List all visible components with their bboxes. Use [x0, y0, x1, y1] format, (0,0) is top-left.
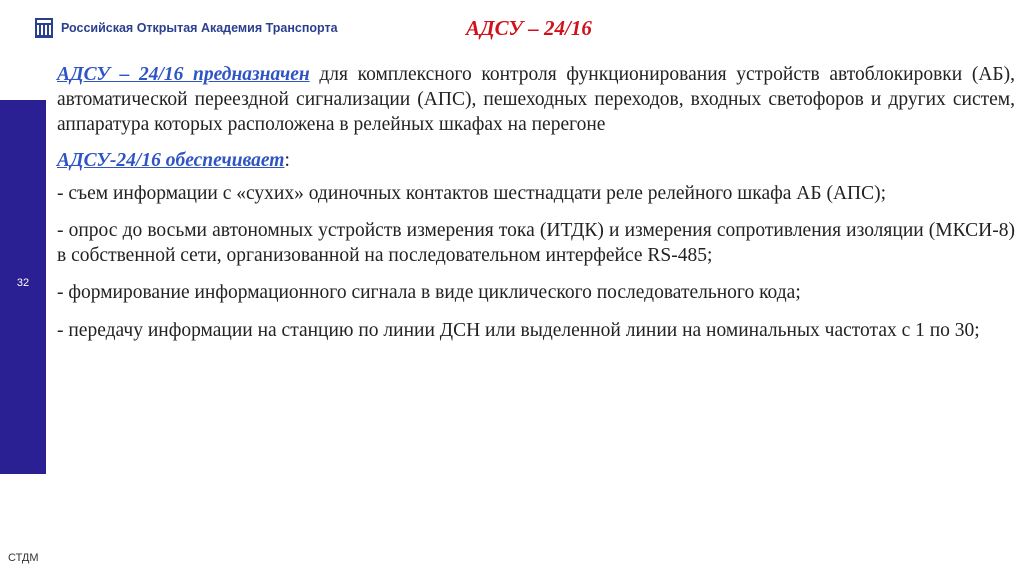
page-number: 32 — [16, 277, 30, 289]
header-logo — [34, 16, 338, 40]
intro-paragraph — [57, 62, 1015, 138]
list-item: - съем информации с «сухих» одиночных контактов шестнадцати реле релейного шкафа АБ (АПС); — [57, 182, 887, 204]
slide-content — [57, 62, 1015, 343]
list-item: - опрос до восьми автономных устройств измерения тока (ИТДК) и измерения сопротивления изоляции (МКСИ-8) в собственной сети, организованной на последовательном интерфейсе RS-485; — [57, 220, 1015, 267]
list-item: - передачу информации на станцию по линии ДСН или выделенной линии на номинальных частотах с 1 по 30; — [57, 319, 980, 341]
footer-label: СТДМ — [8, 552, 39, 564]
intro-lead: АДСУ – 24/16 предназначен — [57, 64, 310, 85]
provides-colon: : — [284, 149, 290, 171]
rouat-logo-icon — [34, 17, 54, 39]
provides-lead: АДСУ-24/16 обеспечивает — [57, 149, 285, 171]
provides-heading — [57, 148, 1015, 173]
slide-title: АДСУ – 24/16 — [466, 16, 592, 40]
list-item: - формирование информационного сигнала в виде циклического последовательного кода; — [57, 282, 801, 304]
intro-text: для комплексного контроля функционирования устройств автоблокировки (АБ), автоматической переездной сигнализации (АПС), пешеходных переходов, входных светофоров и других систем, аппаратура которых расположена в релейных шкафах на перегоне — [57, 64, 1015, 136]
org-name: Российская Открытая Академия Транспорта — [61, 21, 338, 35]
